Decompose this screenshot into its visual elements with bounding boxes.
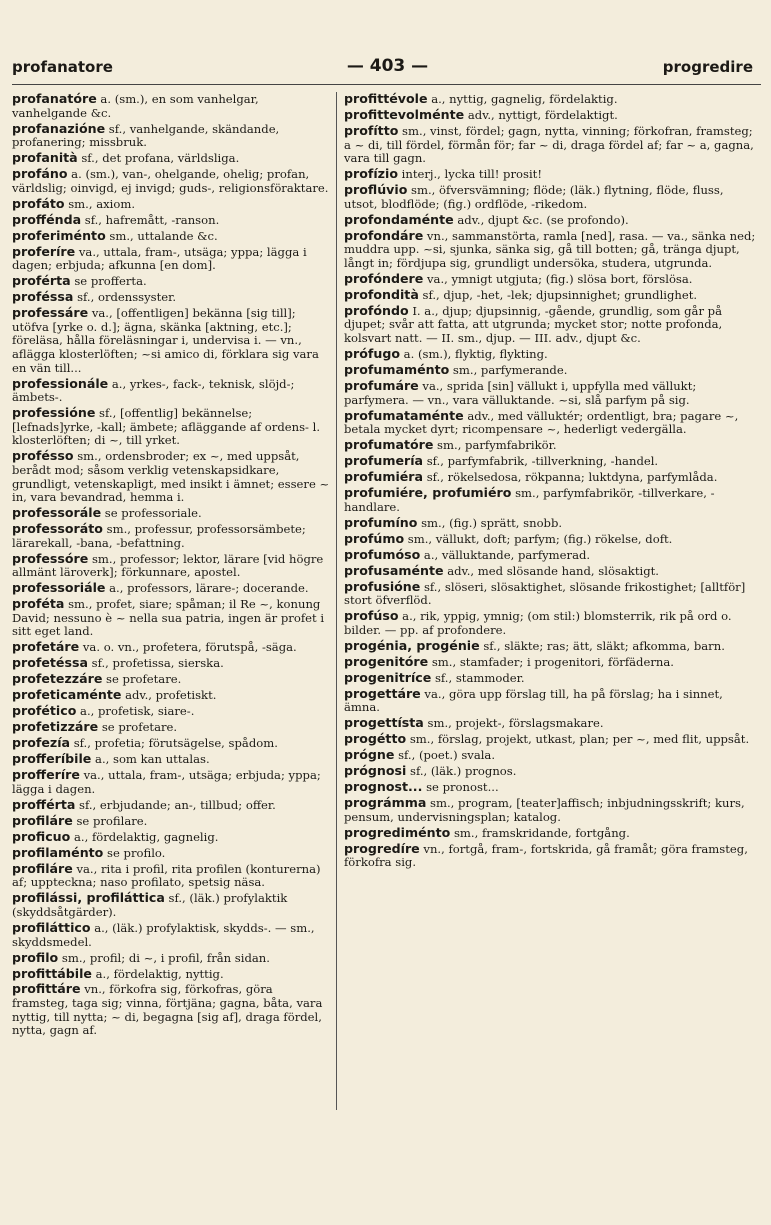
entry-headword: profetizzáre: [12, 719, 99, 735]
dictionary-entry: [12, 449, 330, 504]
entry-definition: a., (läk.) profylaktisk, skydds-. — sm., skyddsmedel.: [12, 920, 315, 949]
dictionary-entry: [344, 363, 760, 378]
dictionary-entry: [12, 640, 330, 655]
entry-definition: a. (sm.), en som vanhelgar, vanhelgande &c.: [12, 92, 259, 120]
entry-headword: prógnosi: [344, 763, 407, 779]
entry-definition: sm., program, [teater]affisch; inbjudningsskrift; kurs, pensum, undervisningsplan; katalog.: [344, 796, 745, 824]
dictionary-entry: [344, 288, 760, 303]
entry-headword: profezía: [12, 735, 71, 751]
entry-definition: se profetare.: [98, 720, 178, 735]
entry-definition: sf., ordenssyster.: [73, 290, 177, 305]
entry-headword: progenitóre: [344, 653, 429, 669]
entry-headword: profumáre: [344, 377, 419, 393]
dictionary-entry: [344, 438, 760, 453]
entry-headword: proférta: [12, 273, 71, 289]
dictionary-entry: [12, 752, 330, 767]
entry-definition: adv., med välluktér; ordentligt, bra; pagare ~, betala mycket dyrt; ricompensare ~, hederligt vedergälla.: [344, 408, 739, 437]
dictionary-entry: [344, 92, 760, 107]
dictionary-entry: [12, 597, 330, 639]
entry-definition: sm., parfymerande.: [449, 362, 568, 377]
dictionary-entry: [12, 245, 330, 273]
dictionary-entry: [12, 167, 330, 195]
entry-definition: vn., sammanstörta, ramla [ned], rasa. — va., sänka ned; muddra upp. ~si, sjunka, sänka sig, gå till botten; gå, tränga djupt, långt in; fördjupa sig, grundligt undersöka, studera, utgrunda.: [344, 228, 756, 270]
entry-headword: profeticaménte: [12, 687, 122, 703]
dictionary-entry: [12, 672, 330, 687]
entry-headword: profferíbile: [12, 751, 92, 767]
entry-headword: profilássi, profiláttica: [12, 890, 165, 906]
dictionary-entry: [12, 306, 330, 375]
entry-definition: sm., axiom.: [64, 196, 136, 211]
entry-definition: sm., profet, siare; spåman; il Re ~, konung David; nessuno è ~ nella sua patria, ingen är profet i sitt eget land.: [12, 597, 325, 639]
dictionary-entry: [12, 798, 330, 813]
entry-headword: profilo: [12, 949, 59, 965]
entry-headword: profiláre: [12, 812, 73, 828]
dictionary-entry: [12, 197, 330, 212]
dictionary-entry: [344, 229, 760, 271]
entry-definition: sf., stammoder.: [431, 670, 525, 685]
entry-definition: sf., rökelsedosa, rökpanna; luktdyna, parfymlåda.: [423, 470, 718, 485]
entry-headword: professióne: [12, 405, 96, 421]
dictionary-entry: [12, 846, 330, 861]
entry-definition: a., nyttig, gagnelig, fördelaktig.: [427, 92, 618, 106]
header-last-word: progredire: [662, 58, 753, 76]
entry-headword: progettáre: [344, 685, 421, 701]
dictionary-entry: [344, 564, 760, 579]
entry-definition: a., fördelaktig, gagnelig.: [70, 829, 219, 844]
dictionary-entry: [12, 768, 330, 796]
entry-definition: sf., (läk.) prognos.: [406, 764, 517, 779]
entry-headword: proficuo: [12, 828, 71, 844]
entry-definition: sf., (läk.) profylaktik (skyddsåtgärder).: [12, 891, 288, 919]
dictionary-entry: [12, 377, 330, 405]
entry-definition: a., fördelaktig, nyttig.: [91, 966, 224, 981]
entry-headword: proflúvio: [344, 182, 408, 198]
dictionary-entry: [12, 982, 330, 1037]
entry-headword: profetáre: [12, 639, 80, 655]
entry-headword: profáto: [12, 195, 65, 211]
dictionary-entry: [344, 124, 760, 166]
dictionary-entry: [12, 736, 330, 751]
entry-headword: prógne: [344, 747, 395, 763]
page-header: [12, 56, 763, 82]
entry-definition: a., professors, lärare-; docerande.: [105, 581, 309, 596]
dictionary-entry: [344, 108, 760, 123]
entry-definition: va., uttala, fram-, utsäga; erbjuda; yppa; lägga i dagen.: [12, 768, 321, 796]
entry-definition: sf., det profana, världsliga.: [77, 151, 240, 166]
entry-headword: profetezzáre: [12, 671, 103, 687]
entry-definition: sf., erbjudande; an-, tillbud; offer.: [75, 797, 276, 812]
entry-headword: professorále: [12, 505, 102, 521]
entry-headword: profúso: [344, 608, 399, 624]
entry-headword: profízio: [344, 166, 398, 182]
entry-headword: prófugo: [344, 346, 400, 361]
entry-headword: profóndere: [344, 270, 424, 286]
entry-definition: se pronost...: [422, 780, 499, 795]
dictionary-entry: [344, 780, 760, 795]
dictionary-entry: [344, 826, 760, 841]
entry-headword: profúmo: [344, 530, 405, 546]
entry-definition: va., rita i profil, rita profilen (konturerna) af; uppteckna; naso profilato, spetsig näsa.: [12, 861, 321, 890]
entry-headword: progrediménto: [344, 824, 451, 840]
entry-definition: se profetare.: [102, 672, 182, 687]
entry-headword: professoriále: [12, 580, 106, 596]
dictionary-entry: [12, 213, 330, 228]
entry-headword: progredíre: [344, 840, 420, 856]
dictionary-entry: [344, 609, 760, 637]
entry-headword: profético: [12, 703, 77, 719]
entry-headword: proferiménto: [12, 227, 106, 243]
dictionary-entry: [344, 304, 760, 346]
entry-definition: sm., uttalande &c.: [105, 228, 218, 243]
entry-headword: profanità: [12, 150, 78, 166]
page-number: — 403 —: [346, 56, 429, 76]
entry-headword: profondaménte: [344, 211, 454, 227]
dictionary-entry: [344, 580, 760, 608]
entry-definition: sm., ordensbroder; ex ~, med uppsåt, berådt mod; såsom verklig vetenskapsidkare, grundligt, vetenskapligt, med insikt i ämnet; essere ~ in, vara bevandrad, hemma i.: [12, 449, 330, 505]
entry-definition: sm., professor; lektor, lärare [vid högre allmänt läroverk]; förkunnare, apostel.: [12, 551, 324, 580]
entry-definition: adv., profetiskt.: [121, 688, 217, 703]
entry-headword: professionále: [12, 375, 109, 391]
dictionary-entry: [12, 704, 330, 719]
dictionary-entry: [12, 151, 330, 166]
entry-definition: sf., parfymfabrik, -tillverkning, -handel.: [423, 454, 659, 469]
dictionary-entry: [12, 862, 330, 890]
dictionary-entry: [344, 732, 760, 747]
header-first-word: profanatore: [12, 58, 113, 76]
entry-headword: profumiéra: [344, 469, 424, 485]
entry-definition: a., välluktande, parfymerad.: [420, 547, 591, 562]
dictionary-entry: [12, 290, 330, 305]
entry-definition: I. a., djup; djupsinnig, -gående, grundlig, som går på djupet; svår att fatta, att utgrunda; mycket stor; notte profonda, kolsvart natt. — II. sm., djup. — III. adv., djupt &c.: [344, 303, 723, 346]
dictionary-entry: [344, 687, 760, 715]
entry-headword: profáno: [12, 166, 68, 182]
entry-definition: sm., vinst, fördel; gagn, nytta, vinning; förkofran, framsteg; a ~ di, till fördel, förmån för; far ~ di, draga fördel af; far ~ a, gagna, vara till gagn.: [344, 123, 754, 166]
dictionary-entry: [344, 796, 760, 824]
entry-definition: sm., profil; di ~, i profil, från sidan.: [58, 950, 270, 965]
entry-headword: proféssa: [12, 289, 74, 305]
entry-headword: profondáre: [344, 227, 424, 243]
entry-definition: va., ymnigt utgjuta; (fig.) slösa bort, förslösa.: [423, 271, 693, 286]
entry-headword: prognost...: [344, 779, 423, 795]
dictionary-entry: [12, 522, 330, 550]
entry-headword: progétto: [344, 731, 407, 747]
entry-definition: a. (sm.), flyktig, flykting.: [400, 347, 548, 361]
dictionary-entry: [344, 409, 760, 437]
right-column: [344, 92, 760, 871]
dictionary-entry: [344, 183, 760, 211]
entry-definition: sf., profetissa, sierska.: [87, 656, 224, 671]
entry-definition: a., yrkes-, fack-, teknisk, slöjd-; ämbets-.: [12, 376, 295, 405]
left-column: [12, 92, 330, 1039]
entry-headword: profferíre: [12, 767, 80, 783]
entry-headword: profumiére, profumiéro: [344, 485, 512, 501]
entry-definition: sm., professur, professorsämbete; lärarekall, -bana, -befattning.: [12, 522, 306, 550]
entry-headword: proféta: [12, 596, 65, 612]
entry-definition: sf., (poet.) svala.: [394, 748, 496, 763]
dictionary-entry: [12, 92, 330, 120]
dictionary-entry: [344, 842, 760, 870]
entry-headword: proféssо: [12, 448, 74, 464]
dictionary-entry: [344, 470, 760, 485]
entry-definition: va., sprida [sin] vällukt i, uppfylla med vällukt; parfymera. — vn., vara välluktande. ~si, slå parfym på sig.: [344, 378, 697, 407]
dictionary-entry: [12, 951, 330, 966]
dictionary-entry: [12, 581, 330, 596]
entry-headword: profittevolménte: [344, 106, 465, 122]
dictionary-entry: [12, 406, 330, 448]
entry-headword: profusióne: [344, 578, 421, 594]
entry-headword: profumataménte: [344, 407, 464, 423]
dictionary-entry: [344, 167, 760, 182]
entry-headword: profilaménto: [12, 844, 104, 860]
entry-definition: a., rik, yppig, ymnig; (om stil:) blomsterrik, rik på ord o. bilder. — pp. af profondere.: [344, 609, 732, 637]
entry-definition: se profferta.: [70, 274, 147, 289]
dictionary-entry: [12, 229, 330, 244]
dictionary-entry: [344, 655, 760, 670]
entry-definition: sm., vällukt, doft; parfym; (fig.) rökelse, doft.: [404, 531, 673, 546]
entry-definition: va., uttala, fram-, utsäga; yppa; lägga i dagen; erbjuda; afkunna [en dom].: [12, 244, 307, 273]
column-divider: [336, 92, 337, 1110]
dictionary-entry: [12, 552, 330, 580]
entry-headword: proferíre: [12, 243, 76, 259]
entry-headword: profanazióne: [12, 120, 106, 136]
entry-definition: va. o. vn., profetera, förutspå, -säga.: [79, 640, 297, 655]
dictionary-entry: [344, 486, 760, 514]
entry-definition: vn., förkofra sig, förkofras, göra framsteg, taga sig; vinna, förtjäna; gagna, båta, vara nyttig, till nytta; ~ di, begagna [sig af], draga fördel, nytta, gagn af.: [12, 982, 323, 1038]
entry-definition: sf., vanhelgande, skändande, profanering; missbruk.: [12, 121, 280, 150]
dictionary-entry: [344, 671, 760, 686]
entry-headword: professoráto: [12, 521, 103, 537]
dictionary-entry: [12, 830, 330, 845]
dictionary-entry: [344, 516, 760, 531]
entry-definition: adv., med slösande hand, slösaktigt.: [443, 563, 659, 578]
entry-headword: profanatóre: [12, 91, 97, 106]
dictionary-entry: [344, 379, 760, 407]
dictionary-entry: [344, 548, 760, 563]
entry-definition: sf., djup, -het, -lek; djupsinnighet; grundlighet.: [418, 287, 698, 302]
entry-definition: se profilo.: [103, 845, 166, 860]
entry-definition: sm., stamfader; i progenitori, förfäderna.: [428, 654, 674, 669]
dictionary-entry: [12, 720, 330, 735]
dictionary-entry: [344, 639, 760, 654]
entry-headword: profférta: [12, 796, 76, 812]
entry-definition: sf., [offentlig] bekännelse; [lefnads]yrke, -kall; ämbete; afläggande af ordens- l. klosterlöften; di ~, till yrket.: [12, 406, 321, 448]
entry-definition: sm., projekt-, förslagsmakare.: [423, 716, 604, 731]
entry-definition: se professoriale.: [101, 506, 202, 521]
entry-definition: sm., parfymfabrikör, -tillverkare, -handlare.: [344, 486, 715, 514]
entry-definition: sf., hafremått, -ranson.: [81, 212, 220, 227]
dictionary-entry: [12, 122, 330, 150]
entry-definition: sm., förslag, projekt, utkast, plan; per ~, med flit, uppsåt.: [406, 732, 750, 747]
entry-headword: profumería: [344, 453, 424, 469]
entry-definition: interj., lycka till! prosit!: [397, 167, 542, 182]
dictionary-entry: [344, 213, 760, 228]
entry-definition: sm., framskridande, fortgång.: [450, 825, 630, 840]
entry-definition: a., som kan uttalas.: [91, 752, 210, 767]
entry-definition: va., [offentligen] bekänna [sig till]; utöfva [yrke o. d.]; ägna, skänka [aktning, etc.]; föreläsa, hålla föreläsningar i, undervisa i. — vn., aflägga klosterlöften; ~si amico di, förklara sig vara en vän till...: [12, 306, 319, 375]
entry-definition: a., profetisk, siare-.: [76, 704, 195, 719]
entry-headword: profítto: [344, 122, 399, 138]
dictionary-entry: [344, 748, 760, 763]
dictionary-entry: [12, 274, 330, 289]
entry-headword: profittábile: [12, 965, 92, 981]
entry-definition: adv., djupt &c. (se profondo).: [453, 212, 629, 227]
entry-headword: profumatóre: [344, 437, 434, 453]
dictionary-entry: [12, 891, 330, 919]
entry-definition: sf., släkte; ras; ätt, släkt; afkomma, barn.: [479, 638, 725, 653]
entry-headword: profusaménte: [344, 562, 444, 578]
dictionary-entry: [12, 656, 330, 671]
entry-headword: prográmma: [344, 795, 427, 811]
entry-headword: progenitríce: [344, 669, 432, 685]
entry-definition: sf., slöseri, slösaktighet, slösande frikostighet; [alltför] stort öfverflöd.: [344, 579, 746, 608]
dictionary-entry: [344, 532, 760, 547]
entry-headword: profetéssa: [12, 655, 88, 671]
entry-headword: profittáre: [12, 981, 81, 997]
dictionary-entry: [12, 921, 330, 949]
entry-headword: profondità: [344, 286, 419, 302]
dictionary-entry: [344, 272, 760, 287]
entry-headword: profumóso: [344, 546, 421, 562]
dictionary-entry: [12, 967, 330, 982]
entry-headword: profiláre: [12, 860, 73, 876]
entry-definition: sm., öfversvämning; flöde; (läk.) flytning, flöde, fluss, utsot, blodflöde; (fig.) ordflöde, -rikedom.: [344, 183, 724, 211]
dictionary-entry: [12, 814, 330, 829]
entry-headword: professáre: [12, 305, 89, 321]
entry-definition: sf., profetia; förutsägelse, spådom.: [70, 736, 278, 751]
entry-headword: profittévole: [344, 91, 428, 106]
header-rule: [12, 84, 761, 85]
entry-definition: adv., nyttigt, fördelaktigt.: [464, 107, 618, 122]
entry-definition: se profilare.: [72, 813, 148, 828]
entry-definition: sm., (fig.) sprätt, snobb.: [417, 515, 563, 530]
entry-definition: a. (sm.), van-, ohelgande, ohelig; profan, världslig; oinvigd, ej invigd; guds-, religionsföraktare.: [12, 167, 329, 195]
dictionary-entry: [344, 716, 760, 731]
entry-headword: progénia, progénie: [344, 637, 480, 653]
entry-definition: sm., parfymfabrikör.: [433, 438, 557, 453]
entry-headword: profumaménto: [344, 361, 450, 377]
entry-headword: progettísta: [344, 715, 424, 731]
dictionary-entry: [12, 688, 330, 703]
entry-headword: profiláttico: [12, 919, 91, 935]
entry-headword: profumíno: [344, 514, 418, 530]
dictionary-entry: [344, 764, 760, 779]
entry-headword: profóndo: [344, 302, 409, 318]
dictionary-entry: [344, 347, 760, 362]
entry-headword: proffénda: [12, 211, 82, 227]
dictionary-entry: [344, 454, 760, 469]
dictionary-entry: [12, 506, 330, 521]
entry-headword: professóre: [12, 550, 89, 566]
entry-definition: va., göra upp förslag till, ha på förslag; ha i sinnet, ämna.: [344, 686, 723, 715]
entry-definition: vn., fortgå, fram-, fortskrida, gå framåt; göra framsteg, förkofra sig.: [344, 841, 748, 870]
